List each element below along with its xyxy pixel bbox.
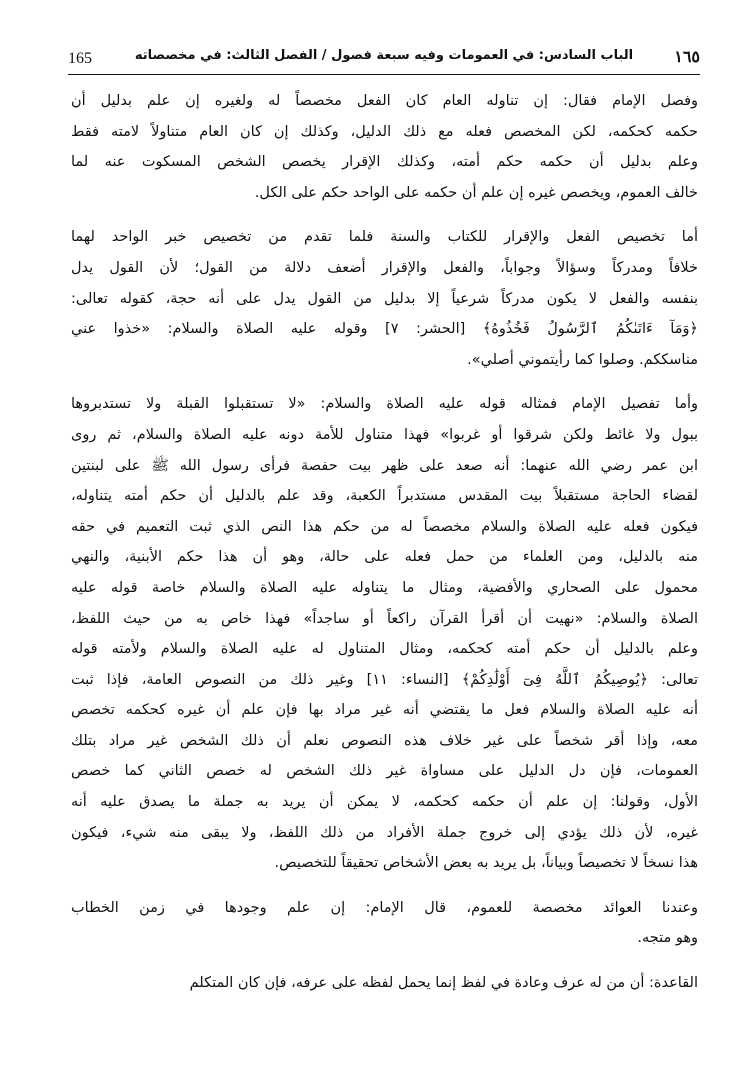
paragraph-gap bbox=[71, 208, 698, 222]
text-line: خلافاً ومدركاً وسؤالاً وجواباً، والفعل والإقرار أضعف دلالة من القول؛ لأن القول يدل bbox=[71, 259, 698, 276]
running-title: الباب السادس: في العمومات وفيه سبعة فصول / الفصل الثالث: في مخصصاته bbox=[134, 48, 634, 63]
text-line: الصلاة والسلام: «نهيت أن أقرأ القرآن راكعاً أو ساجداً» فهذا خاص به من حيث اللفظ، bbox=[71, 610, 698, 627]
text-line: أما تخصيص الفعل والإقرار للكتاب والسنة فلما تقدم من تخصيص خبر الواحد لهما bbox=[71, 229, 698, 246]
text-line: غيره، لأن ذلك يؤدي إلى خروج جملة الأفراد من ذلك اللفظ، ولا يبقى منه شيء، فيكون bbox=[71, 824, 698, 841]
text-line: خالف العموم، ويخصص غيره إن علم أن حكمه على الواحد حكم على الكل. bbox=[254, 184, 698, 201]
text-line: تعالى: ﴿يُوصِيكُمُ ٱللَّهُ فِىٓ أَوْلَٰدِكُمْ﴾ [النساء: ١١] وغير ذلك من النصوص العامة، فإذا ثبت bbox=[71, 671, 698, 688]
paragraph-gap bbox=[71, 879, 698, 893]
text-line: وعندنا العوائد مخصصة للعموم، قال الإمام: إن علم وجودها في زمن الخطاب bbox=[71, 899, 698, 916]
text-line: وفصل الإمام فقال: إن تناوله العام كان الفعل مخصصاً له ولغيره إن علم بدليل أن bbox=[71, 93, 698, 109]
page-number-arabic: ١٦٥ bbox=[674, 47, 700, 66]
text-line: بنفسه والفعل لا يكون مدركاً شرعياً إلا بدليل من القول يدل على أنه حجة، كقوله تعالى: bbox=[71, 290, 698, 307]
text-line: معه، وإذا أقر شخصاً على غير خلاف هذه النصوص نعلم أن ذلك الشخص غير مراد بتلك bbox=[71, 732, 698, 749]
text-line: ابن عمر رضي الله عنهما: أنه صعد على ظهر بيت حفصة فرأى رسول الله ﷺ على لبنتين bbox=[71, 457, 698, 474]
paragraph-gap bbox=[71, 954, 698, 968]
paragraph bbox=[71, 389, 698, 879]
text-line: وأما تفصيل الإمام فمثاله قوله عليه الصلاة والسلام: «لا تستقبلوا القبلة ولا تستدبروها bbox=[71, 396, 698, 413]
text-line: لقضاء الحاجة مستقبلاً بيت المقدس مستدبراً الكعبة، وقد علم بالدليل أن حكم أمته يتناوله، bbox=[71, 488, 698, 505]
text-line: محمول على الصحاري والأفضية، ومثال ما يتناوله عليه الصلاة والسلام خاصة قوله عليه bbox=[71, 579, 698, 596]
paragraph bbox=[71, 222, 698, 375]
text-line: العمومات، فإن دل الدليل على مساواة غير ذلك الشخص له خصص الثاني كما خصص bbox=[71, 763, 698, 780]
text-line: وعلم بدليل أن حكمه حكم أمته، وكذلك الإقرار يخصص الشخص المسكوت عنه لما bbox=[71, 154, 698, 171]
text-line: وعلم بالدليل أن حكم أمته كحكمه، ومثال المتناول له عليه الصلاة والسلام ولأمته قوله bbox=[71, 641, 698, 658]
text-line: حكمه كحكمه، لكن المخصص فعله مع ذلك الدليل، وكذلك إن كان العام متناولاً لامته فقط bbox=[71, 123, 698, 140]
text-line: مناسككم. وصلوا كما رأيتموني أصلي». bbox=[467, 351, 698, 368]
text-line: أنه عليه الصلاة والسلام فعل ما يقتضي أنه غير مراد بها فإن علم أن غيره كحكمه تخصص bbox=[71, 702, 698, 719]
paragraph bbox=[71, 86, 698, 208]
text-line: ﴿وَمَآ ءَاتَىٰكُمُ ٱلرَّسُولُ فَخُذُوهُ﴾ [الحشر: ٧] وقوله عليه الصلاة والسلام: «خذوا عني bbox=[71, 321, 698, 338]
text-line: ببول ولا غائط ولكن شرقوا أو غربوا» فهذا متناول للأمة دونه عليه الصلاة والسلام، ثم روى bbox=[71, 426, 698, 443]
text-line: الأول، وقولنا: إن علم أن حكمه كحكمه، لا يمكن أن يريد به جملة ما يصدق عليه أنه bbox=[71, 794, 698, 811]
text-line: منه بالدليل، ومن العلماء من حمل فعله على حالة، وهو أن هذا حكم الأبنية، والنهي bbox=[71, 549, 698, 566]
page-number-latin: 165 bbox=[68, 50, 92, 67]
text-line: القاعدة: أن من له عرف وعادة في لفظ إنما يحمل لفظه على عرفه، فإن كان المتكلم bbox=[189, 975, 698, 992]
text-line: فيكون فعله عليه الصلاة والسلام مخصصاً له من حكم هذا النص الذي ثبت التعميم في حقه bbox=[71, 518, 698, 535]
main-text bbox=[71, 86, 698, 999]
text-line: وهو متجه. bbox=[637, 930, 698, 947]
paragraph bbox=[71, 968, 698, 999]
text-line: هذا نسخاً لا تخصيصاً وبياناً، بل يريد به بعض الأشخاص تحقيقاً للتخصيص. bbox=[274, 855, 698, 872]
paragraph-gap bbox=[71, 375, 698, 389]
paragraph bbox=[71, 893, 698, 954]
page-header bbox=[68, 46, 700, 75]
